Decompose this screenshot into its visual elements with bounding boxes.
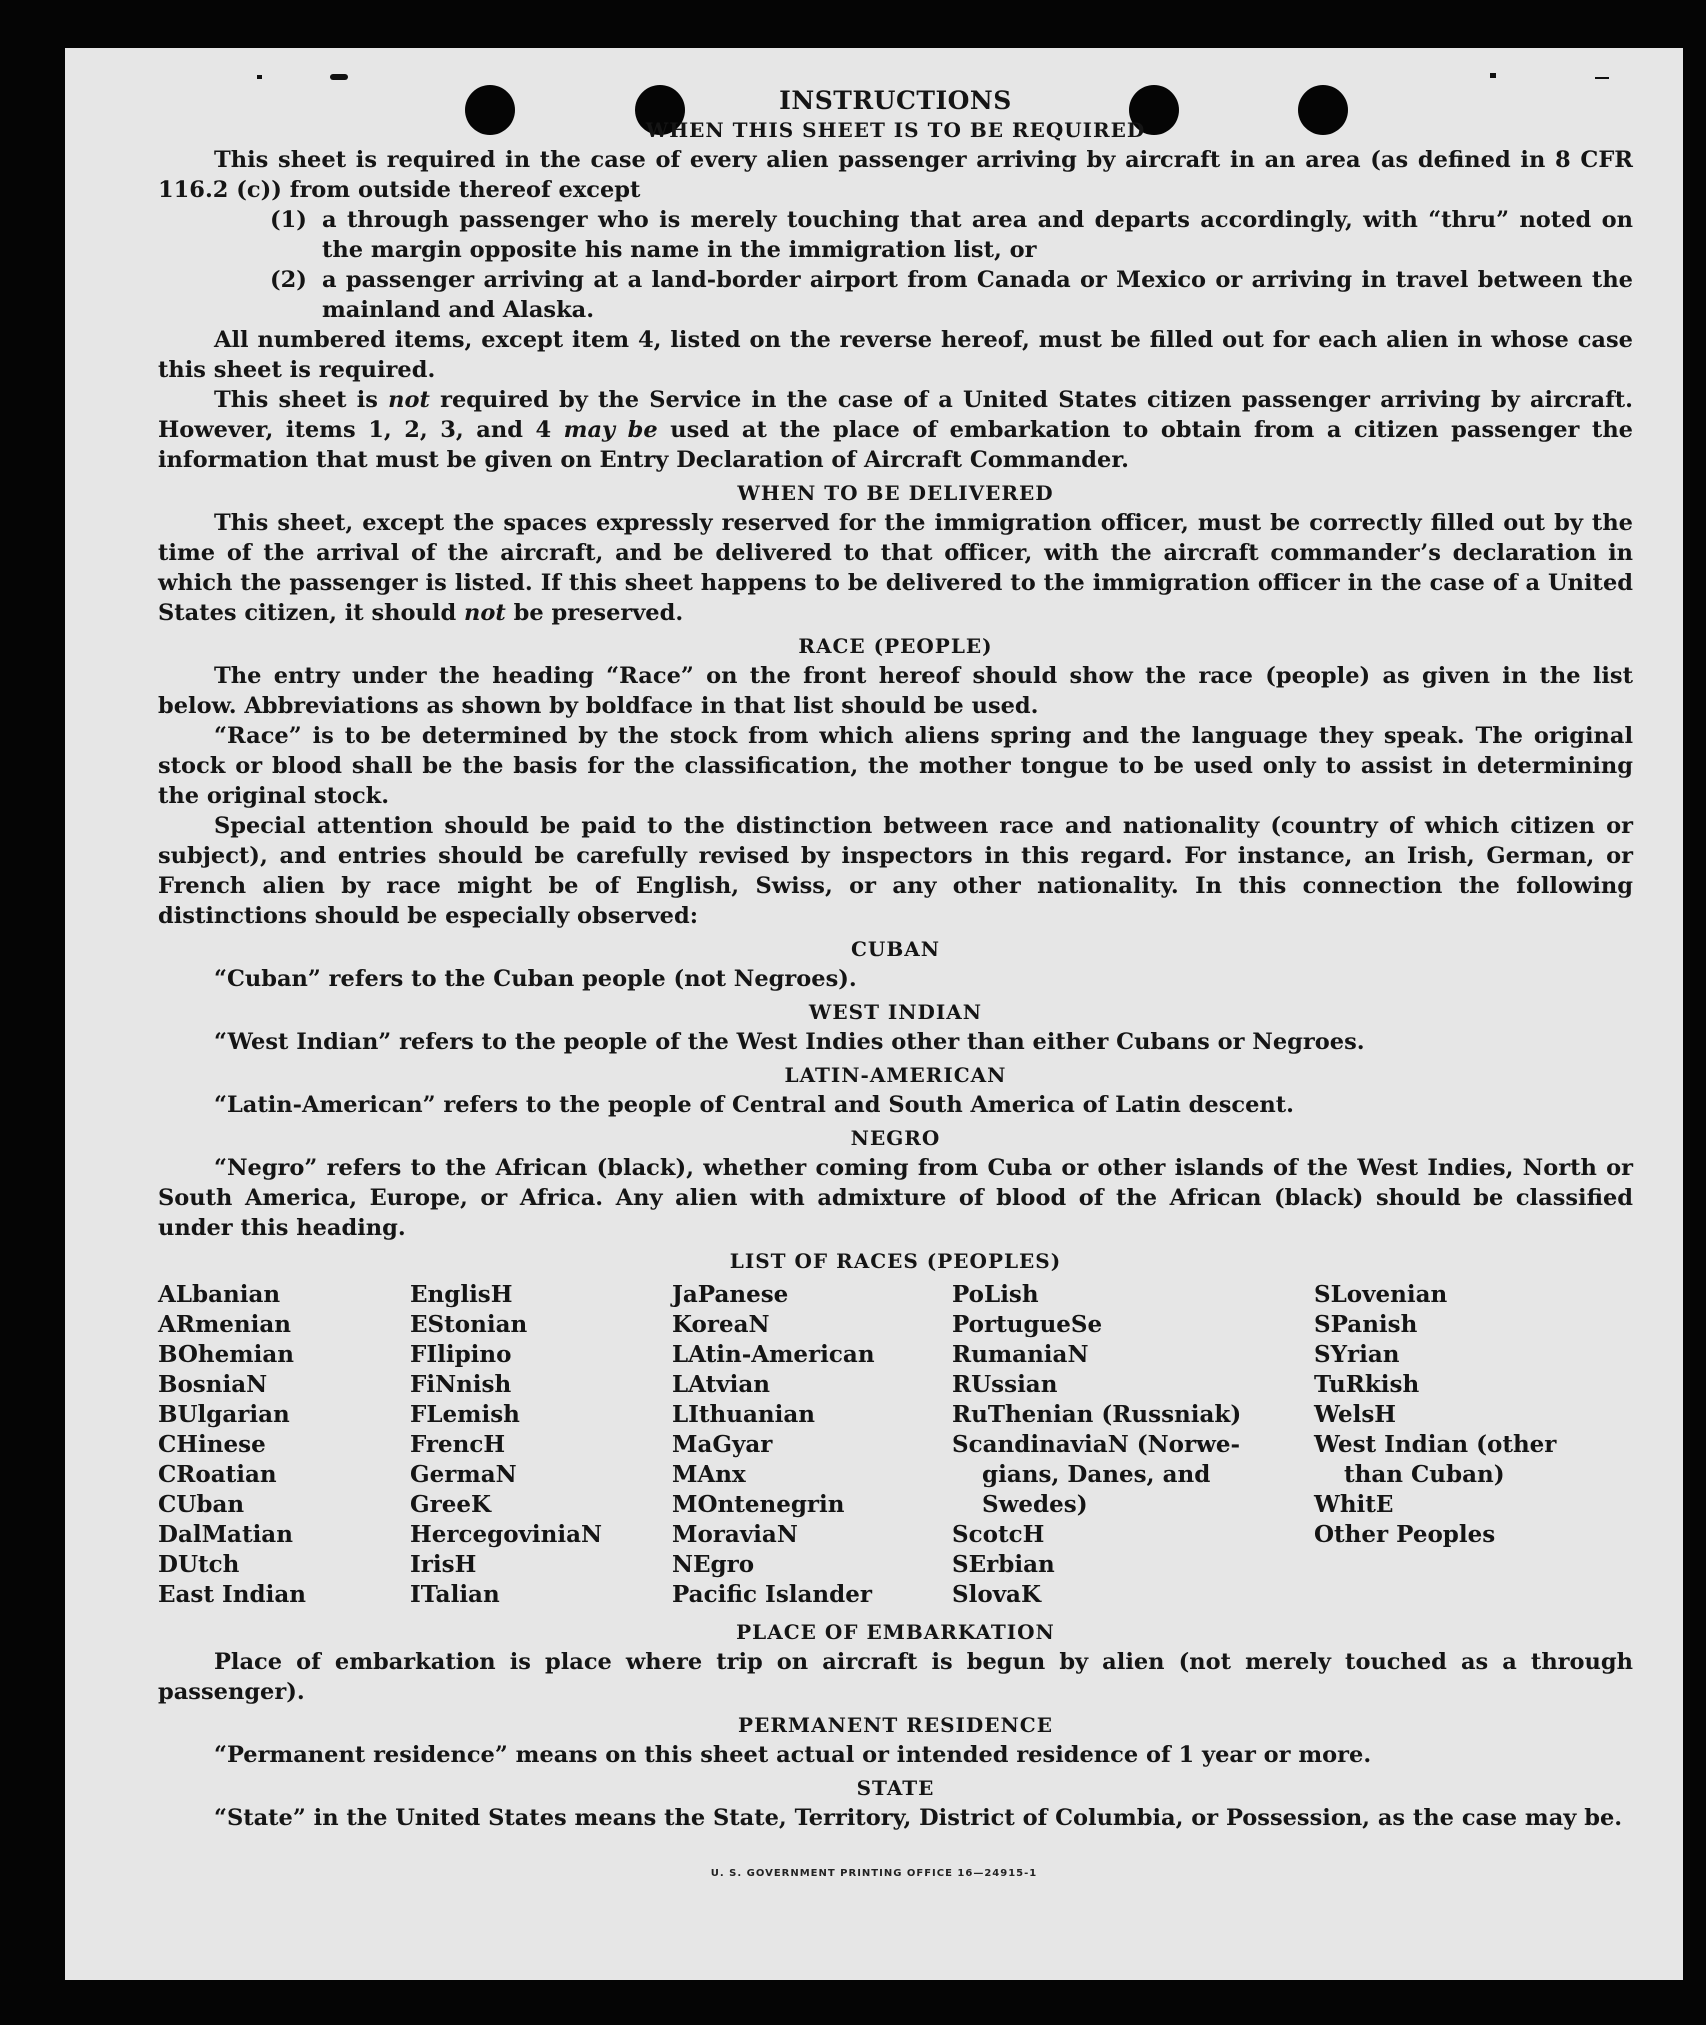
- scan-speck: [1490, 73, 1496, 78]
- race-item: ALbanian: [158, 1281, 281, 1308]
- race-item: SlovaK: [952, 1581, 1041, 1608]
- race-item: West Indian (other: [1314, 1431, 1557, 1458]
- printer-imprint: U. S. GOVERNMENT PRINTING OFFICE 16—24915-1: [710, 1868, 1038, 1879]
- race-item: SErbian: [952, 1551, 1055, 1578]
- paragraph-citizen: [158, 385, 1633, 475]
- item-number: (1): [270, 207, 307, 233]
- race-item: LAtvian: [672, 1371, 770, 1398]
- paragraph-race-entry: The entry under the heading “Race” on the front hereof should show the race (people) as given in the list below. Abbreviations as shown by boldface in that list should be used.: [158, 663, 1633, 719]
- races-column-1: [158, 1280, 410, 1610]
- paragraph-negro: “Negro” refers to the African (black), whether coming from Cuba or other islands of the West Indies, North or South America, Europe, or Africa. Any alien with admixture of blood of the African (black) should be classified under this heading.: [158, 1155, 1633, 1241]
- race-item: ARmenian: [158, 1311, 292, 1338]
- paragraph-race-nationality: Special attention should be paid to the distinction between race and nationality (country of which citizen or subject), and entries should be carefully revised by inspectors in this regard. For instance, an Irish, German, or French alien by race might be of English, Swiss, or any other nationality. In this connection the following distinctions should be especially observed:: [158, 813, 1633, 929]
- race-item: CUban: [158, 1491, 245, 1518]
- race-item: FiNnish: [410, 1371, 512, 1398]
- scan-speck: [330, 74, 348, 80]
- race-item-continued: than Cuban): [1344, 1461, 1505, 1488]
- race-item: FLemish: [410, 1401, 520, 1428]
- race-item: LAtin-American: [672, 1341, 875, 1368]
- heading-west-indian: WEST INDIAN: [808, 1000, 983, 1024]
- race-item: MOntenegrin: [672, 1491, 845, 1518]
- races-column-2: [410, 1280, 672, 1610]
- text-run: required by the Service in the case of a United States citizen passenger arriving by aircraft. However, items 1, 2, 3, and 4: [158, 387, 1633, 443]
- race-item: East Indian: [158, 1581, 306, 1608]
- heading-negro: NEGRO: [850, 1126, 941, 1150]
- race-item: FIlipino: [410, 1341, 512, 1368]
- race-item: TuRkish: [1314, 1371, 1420, 1398]
- race-item: CRoatian: [158, 1461, 277, 1488]
- race-item: RumaniaN: [952, 1341, 1089, 1368]
- race-item: RuThenian (Russniak): [952, 1401, 1242, 1428]
- scan-speck: [257, 75, 262, 79]
- item-number: (2): [270, 267, 307, 293]
- race-item: PoLish: [952, 1281, 1039, 1308]
- races-column-4: [952, 1280, 1314, 1610]
- race-item: ScandinaviaN (Norwe-: [952, 1431, 1241, 1458]
- paragraph-latin-american: “Latin-American” refers to the people of Central and South America of Latin descent.: [214, 1092, 1294, 1118]
- race-item: SPanish: [1314, 1311, 1418, 1338]
- instructions-content: [158, 86, 1633, 1833]
- race-item: IrisH: [410, 1551, 477, 1578]
- paragraph-residence: “Permanent residence” means on this sheet actual or intended residence of 1 year or more.: [214, 1742, 1372, 1768]
- race-item: MAnx: [672, 1461, 746, 1488]
- race-item: MoraviaN: [672, 1521, 798, 1548]
- race-item: BosniaN: [158, 1371, 268, 1398]
- races-column-3: [672, 1280, 952, 1610]
- race-item: EnglisH: [410, 1281, 513, 1308]
- text-run: used at the place of embarkation to obtain from a citizen passenger the information that must be given on Entry Declaration of Aircraft Commander.: [158, 417, 1633, 473]
- race-item: SYrian: [1314, 1341, 1400, 1368]
- race-item: MaGyar: [672, 1431, 773, 1458]
- race-item: Other Peoples: [1314, 1521, 1496, 1548]
- races-list: [158, 1280, 1633, 1610]
- race-item: RUssian: [952, 1371, 1058, 1398]
- paragraph-numbered-items: All numbered items, except item 4, listed on the reverse hereof, must be filled out for each alien in whose case this sheet is required.: [158, 327, 1633, 383]
- race-item: ITalian: [410, 1581, 500, 1608]
- text-run: This sheet, except the spaces expressly reserved for the immigration officer, must be correctly filled out by the time of the arrival of the aircraft, and be delivered to that officer, with the aircraft commander’s declaration in which the passenger is listed. If this sheet happens to be delivered to the immigration officer in the case of a United States citizen, it should: [158, 510, 1633, 626]
- race-item: SLovenian: [1314, 1281, 1448, 1308]
- race-item: LIthuanian: [672, 1401, 815, 1428]
- race-item: EStonian: [410, 1311, 528, 1338]
- italic-text: may be: [563, 417, 658, 443]
- exception-item-1: [270, 205, 1633, 265]
- race-item: BOhemian: [158, 1341, 294, 1368]
- race-item: ScotcH: [952, 1521, 1045, 1548]
- italic-text: not: [388, 387, 430, 413]
- paragraph-race-stock: “Race” is to be determined by the stock from which aliens spring and the language they speak. The original stock or blood shall be the basis for the classification, the mother tongue to be used only to assist in determining the original stock.: [158, 723, 1633, 809]
- race-item-continued: Swedes): [982, 1491, 1088, 1518]
- paragraph-delivery: [158, 508, 1633, 628]
- heading-when-required: WHEN THIS SHEET IS TO BE REQUIRED: [645, 118, 1146, 142]
- heading-place-of-embarkation: PLACE OF EMBARKATION: [736, 1620, 1055, 1644]
- paragraph-cuban: “Cuban” refers to the Cuban people (not Negroes).: [214, 966, 857, 992]
- race-item: GreeK: [410, 1491, 492, 1518]
- race-item-continued: gians, Danes, and: [982, 1461, 1211, 1488]
- exception-item-2: [270, 265, 1633, 325]
- scan-speck: [1595, 77, 1609, 79]
- italic-text: not: [464, 600, 506, 626]
- heading-latin-american: LATIN-AMERICAN: [784, 1063, 1007, 1087]
- paragraph-state: “State” in the United States means the State, Territory, District of Columbia, or Possession, as the case may be.: [214, 1805, 1623, 1831]
- race-item: WhitE: [1314, 1491, 1394, 1518]
- heading-state: STATE: [856, 1776, 935, 1800]
- heading-permanent-residence: PERMANENT RESIDENCE: [738, 1713, 1053, 1737]
- text-run: This sheet is: [214, 387, 389, 413]
- race-item: GermaN: [410, 1461, 517, 1488]
- race-item: JaPanese: [672, 1281, 789, 1308]
- document-sheet: [65, 48, 1683, 1980]
- race-item: NEgro: [672, 1551, 755, 1578]
- item-text: a through passenger who is merely touching that area and departs accordingly, with “thru” noted on the margin opposite his name in the immigration list, or: [322, 207, 1633, 263]
- heading-cuban: CUBAN: [850, 937, 941, 961]
- text-run: be preserved.: [505, 600, 684, 626]
- heading-list-of-races: LIST OF RACES (PEOPLES): [729, 1249, 1062, 1273]
- race-item: KoreaN: [672, 1311, 770, 1338]
- race-item: CHinese: [158, 1431, 266, 1458]
- races-column-5: [1314, 1280, 1594, 1610]
- race-item: FrencH: [410, 1431, 506, 1458]
- race-item: WelsH: [1314, 1401, 1397, 1428]
- race-item: HercegoviniaN: [410, 1521, 603, 1548]
- paragraph-required: This sheet is required in the case of every alien passenger arriving by aircraft in an area (as defined in 8 CFR 116.2 (c)) from outside thereof except: [158, 147, 1633, 203]
- heading-when-delivered: WHEN TO BE DELIVERED: [737, 481, 1054, 505]
- race-item: PortugueSe: [952, 1311, 1103, 1338]
- paragraph-west-indian: “West Indian” refers to the people of the West Indies other than either Cubans or Negroes.: [214, 1029, 1365, 1055]
- race-item: BUlgarian: [158, 1401, 290, 1428]
- paragraph-embarkation: Place of embarkation is place where trip on aircraft is begun by alien (not merely touched as a through passenger).: [158, 1649, 1633, 1705]
- page-title: INSTRUCTIONS: [779, 86, 1012, 115]
- race-item: DUtch: [158, 1551, 240, 1578]
- heading-race: RACE (PEOPLE): [798, 634, 993, 658]
- race-item: DalMatian: [158, 1521, 293, 1548]
- item-text: a passenger arriving at a land-border airport from Canada or Mexico or arriving in travel between the mainland and Alaska.: [322, 267, 1633, 323]
- race-item: Pacific Islander: [672, 1581, 872, 1608]
